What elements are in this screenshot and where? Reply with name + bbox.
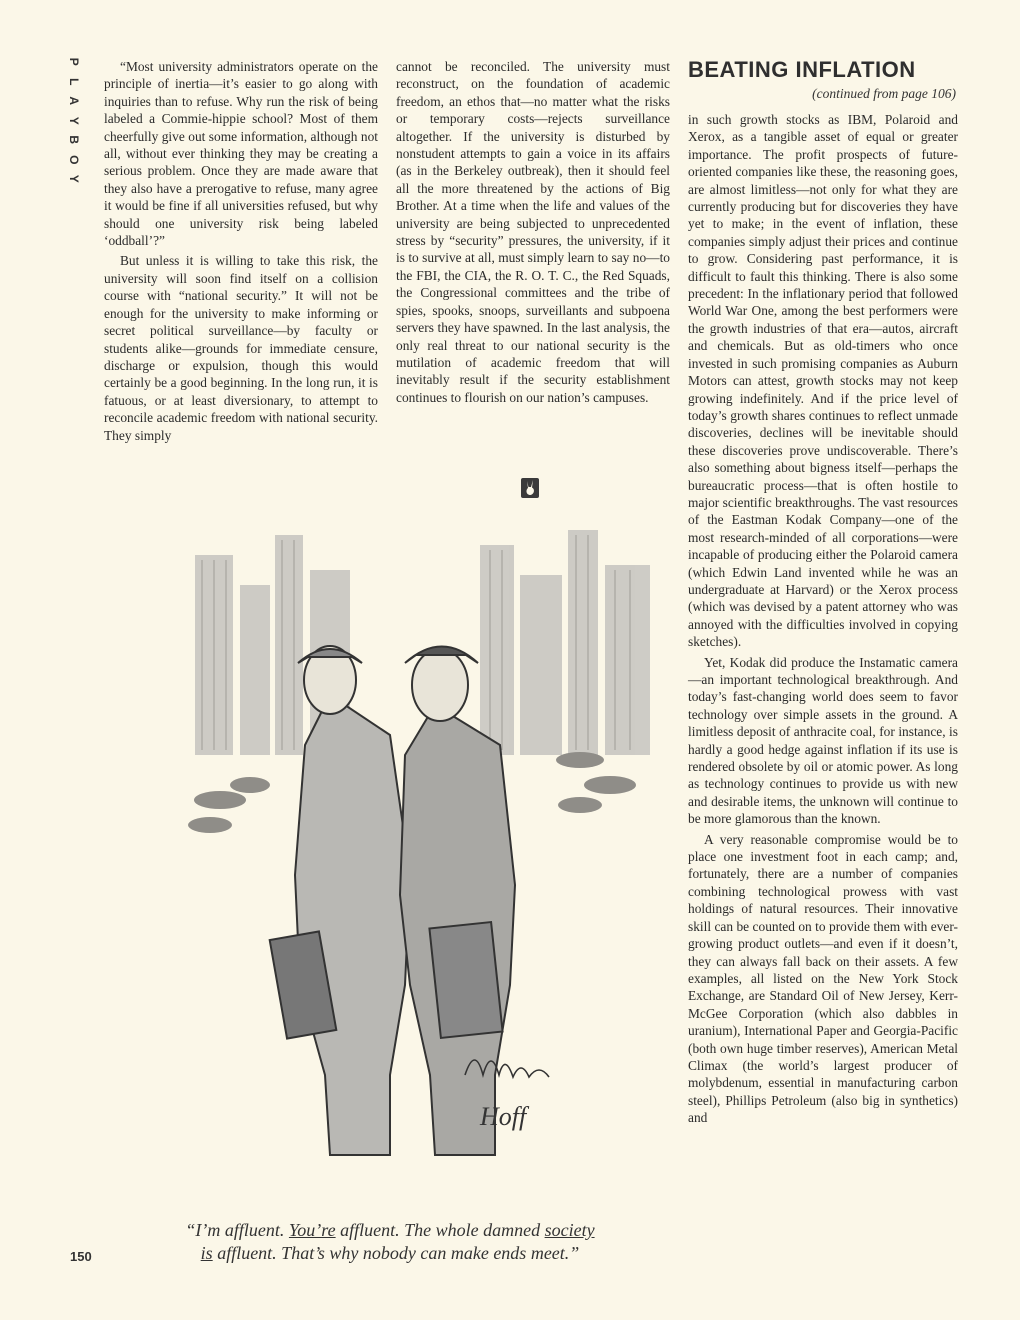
- cartoon-illustration: [180, 515, 670, 1205]
- paragraph: cannot be reconciled. The university must reconstruct, on the foundation of academic freedom, an ethos that—no matter what the risks or temporary costs—rejects surveillance altogether. If the university is disturbed by nonstudent attempts to gain a voice in its affairs (as in the Berkeley outbreak), then it should feel all the more threatened by the actions of Big Brother. At a time when the life and values of the university are being subjected to unprecedented stress by “security” pressures, the university, if it is to survive at all, must simply learn to say no—to the FBI, the CIA, the R. O. T. C., the Red Squads, the Congressional committees and the tribe of spies, spooks, snoops, surveillants and subpoena servers they have spawned. In the last analysis, the only real threat to our national security is the mutilation of academic freedom that will inevitably result if the security establishment continues to flourish on our nation’s campuses.: [396, 59, 670, 405]
- article-column-3: [688, 111, 958, 1127]
- article-column-2: [396, 58, 670, 406]
- continued-from-note: (continued from page 106): [812, 86, 956, 101]
- rabbit-end-icon: [521, 478, 539, 498]
- paragraph: Yet, Kodak did produce the Instamatic camera—an important technological breakthrough. And today’s fast-changing world does seem to favor technology over simple assets in the ground. A limitless deposit of anthracite coal, for instance, is hardly a good hedge against inflation if its use is rendered obsolete by oil or atomic power. As long as technology continues to provide us with new and desirable items, the unknown will continue to be more glamorous than the known.: [688, 654, 958, 827]
- signature: Hoff: [480, 1102, 527, 1131]
- article-headline: BEATING INFLATION: [688, 57, 916, 82]
- cartoon-caption: “I’m affluent. You’re affluent. The whole damned society is affluent. That’s why nobody can make ends meet.”: [185, 1220, 595, 1263]
- playboy-masthead: P L A Y B O Y: [66, 57, 81, 183]
- paragraph: A very reasonable compromise would be to place one investment foot in each camp; and, fortunately, there are a number of companies combining technological prowess with vast holdings of natural resources. Their innovative skill can be counted on to provide them with ever-growing product outlets—and even if it doesn’t, they can always fall back on their assets. A few examples, all listed on the New York Stock Exchange, are Standard Oil of New Jersey, Kerr-McGee Corporation (which also dabbles in uranium), International Paper and Georgia-Pacific (both own huge timber reserves), American Metal Climax (the world’s largest producer of molybdenum, essential in manufacturing carbon steel), Phillips Petroleum (also big in synthetics) and: [688, 831, 958, 1126]
- page-number: 150: [70, 1249, 92, 1264]
- paragraph: in such growth stocks as IBM, Polaroid and Xerox, as a tangible asset of equal or greater importance. The profit prospects of future-oriented companies like these, the reasoning goes, are almost limitless—not only for what they are currently producing but for discoveries they have yet to make; in the event of inflation, these companies simply adjust their prices and continue to grow. Considering past performance, it is difficult to fault this thinking. There is also some precedent: In the inflationary period that followed World War One, among the best performers were the growth industries of that era—autos, aircraft and chemicals. But as old-timers who once invested in such promising companies as Auburn Motors can attest, growth stocks may not keep growing indefinitely. And if the price level of today’s growth shares continues to reflect unmade discoveries, declines will be inevitable should these discoveries prove undiscoverable. There’s also something about bigness itself—perhaps the bureaucratic process—that is often hostile to major scientific breakthroughs. The vast resources of the Eastman Kodak Company—one of the most research-minded of all corporations—were incapable of producing either the Polaroid camera (which Edwin Land invented while he was an undergraduate at Harvard) or the Xerox process (which was devised by a patent attorney who was annoyed with the difficulties involved in copying sketches).: [688, 112, 958, 650]
- paragraph: “Most university administrators operate on the principle of inertia—it’s easier to go along with inquiries than to refuse. Why run the risk of being labeled a Commie-hippie school? Most of them cheerfully give out some information, although not all, without ever thinking they may be creating a serious problem. Once they are made aware that they also have a prerogative to refuse, many agree it would be fine if all universities refused, but why should one university risk being labeled ‘oddball’?”: [104, 59, 378, 249]
- article-column-1: [104, 58, 378, 444]
- paragraph: But unless it is willing to take this risk, the university will soon find itself on a collision course with “national security.” It will not be enough for the university to make informing or secret political surveillance—by faculty or students alike—grounds for immediate censure, discharge or expulsion, though this would certainly be a good beginning. In the long run, it is fatuous, or at least diversionary, to attempt to reconcile academic freedom with national security. They simply: [104, 253, 378, 443]
